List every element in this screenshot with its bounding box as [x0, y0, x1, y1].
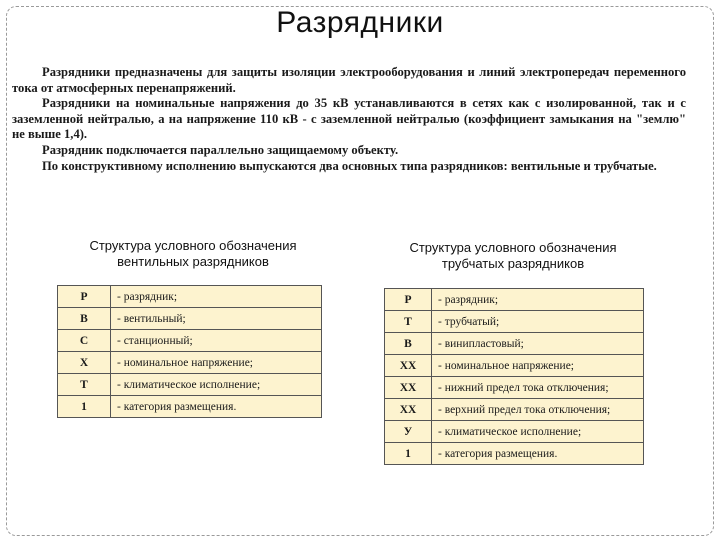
code-description: - категория размещения.: [432, 443, 644, 465]
code-symbol: В: [58, 308, 111, 330]
code-symbol: С: [58, 330, 111, 352]
table-row: [58, 330, 322, 352]
code-symbol: Р: [385, 289, 432, 311]
code-symbol: Т: [58, 374, 111, 396]
body-text: [12, 65, 686, 174]
code-description: - номинальное напряжение;: [432, 355, 644, 377]
code-description: - станционный;: [111, 330, 322, 352]
code-description: - верхний предел тока отключения;: [432, 399, 644, 421]
code-description: - номинальное напряжение;: [111, 352, 322, 374]
table-row: [385, 333, 644, 355]
table-row: [58, 286, 322, 308]
table-row: [385, 399, 644, 421]
valve-arrester-code-table: [57, 285, 322, 418]
caption-line: Структура условного обозначения: [89, 238, 297, 253]
code-symbol: 1: [385, 443, 432, 465]
table-row: [385, 421, 644, 443]
code-description: - нижний предел тока отключения;: [432, 377, 644, 399]
paragraph-voltage: Разрядники на номинальные напряжения до 35 кВ устанавливаются в сетях как с изолированной, так и с заземленной нейтралью, а на напряжение 110 кВ - с заземленной нейтралью (коэффициент замыкания на "землю" не выше 1,4).: [12, 96, 686, 142]
table-row: [58, 396, 322, 418]
left-table-caption: [58, 238, 328, 270]
code-symbol: Т: [385, 311, 432, 333]
table-row: [58, 308, 322, 330]
code-description: - разрядник;: [111, 286, 322, 308]
code-symbol: Х: [58, 352, 111, 374]
code-symbol: В: [385, 333, 432, 355]
code-description: - вентильный;: [111, 308, 322, 330]
table-row: [385, 289, 644, 311]
tubular-arrester-code-table: [384, 288, 644, 465]
table-row: [58, 352, 322, 374]
table-row: [385, 355, 644, 377]
caption-line: вентильных разрядников: [117, 254, 269, 269]
table-row: [385, 311, 644, 333]
code-symbol: 1: [58, 396, 111, 418]
table-row: [58, 374, 322, 396]
code-description: - климатическое исполнение;: [432, 421, 644, 443]
table-row: [385, 377, 644, 399]
paragraph-connection: Разрядник подключается параллельно защищаемому объекту.: [42, 142, 399, 157]
caption-line: трубчатых разрядников: [441, 256, 585, 271]
code-description: - климатическое исполнение;: [111, 374, 322, 396]
paragraph-types: По конструктивному исполнению выпускаются два основных типа разрядников: вентильные и трубчатые.: [42, 158, 657, 173]
code-description: - разрядник;: [432, 289, 644, 311]
code-description: - винипластовый;: [432, 333, 644, 355]
code-description: - трубчатый;: [432, 311, 644, 333]
code-symbol: У: [385, 421, 432, 443]
code-symbol: Р: [58, 286, 111, 308]
code-symbol: ХХ: [385, 355, 432, 377]
code-symbol: ХХ: [385, 399, 432, 421]
caption-line: Структура условного обозначения: [409, 240, 617, 255]
slide-title: Разрядники: [276, 6, 444, 39]
table-row: [385, 443, 644, 465]
code-symbol: ХХ: [385, 377, 432, 399]
right-table-caption: [382, 240, 644, 272]
paragraph-purpose: Разрядники предназначены для защиты изоляции электрооборудования и линий электропередач переменного тока от атмосферных перенапряжений.: [12, 65, 686, 95]
code-description: - категория размещения.: [111, 396, 322, 418]
